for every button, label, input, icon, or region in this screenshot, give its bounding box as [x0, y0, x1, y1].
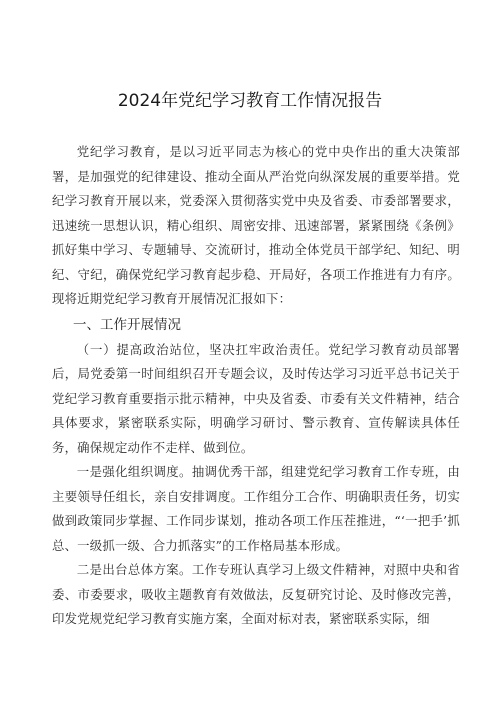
subsection-paragraph: （一）提高政治站位，坚决扛牢政治责任。党纪学习教育动员部署后，局党委第一时间组织召开专题会议，及时传达学习习近平总书记关于党纪学习教育重要指示批示精神，中央及省委、市委有关文件精神，结合具体要求，紧密联系实际，明确学习研讨、警示教育、宣传解读具体任务，确保规定动作不走样、做到位。 — [52, 341, 460, 455]
document-body — [52, 140, 460, 632]
intro-paragraph: 党纪学习教育，是以习近平同志为核心的党中央作出的重大决策部署，是加强党的纪律建设、推动全面从严治党向纵深发展的重要举措。党纪学习教育开展以来，党委深入贯彻落实党中央及省委、市委部署要求，迅速统一思想认识，精心组织、周密安排、迅速部署，紧紧围绕《条例》抓好集中学习、专题辅导、交流研讨，推动全体党员干部学纪、知纪、明纪、守纪，确保党纪学习教育起步稳、开局好，各项工作推进有力有序。现将近期党纪学习教育开展情况汇报如下： — [52, 144, 460, 306]
document-title: 2024年党纪学习教育工作情况报告 — [117, 91, 383, 111]
point-one-paragraph: 一是强化组织调度。抽调优秀干部，组建党纪学习教育工作专班，由主要领导任组长，亲自安排调度。工作组分工合作、明确职责任务，切实做到政策同步掌握、工作同步谋划，推动各项工作压茬推进，“‘一把手’抓总、一级抓一级、合力抓落实”的工作格局基本形成。 — [52, 464, 460, 553]
section-heading: 一、工作开展情况 — [73, 316, 181, 333]
point-two-paragraph: 二是出台总体方案。工作专班认真学习上级文件精神，对照中央和省委、市委要求，吸收主题教育有效做法，反复研究讨论、及时修改完善，印发党规党纪学习教育实施方案，全面对标对表，紧密联系实际，细 — [52, 562, 460, 626]
